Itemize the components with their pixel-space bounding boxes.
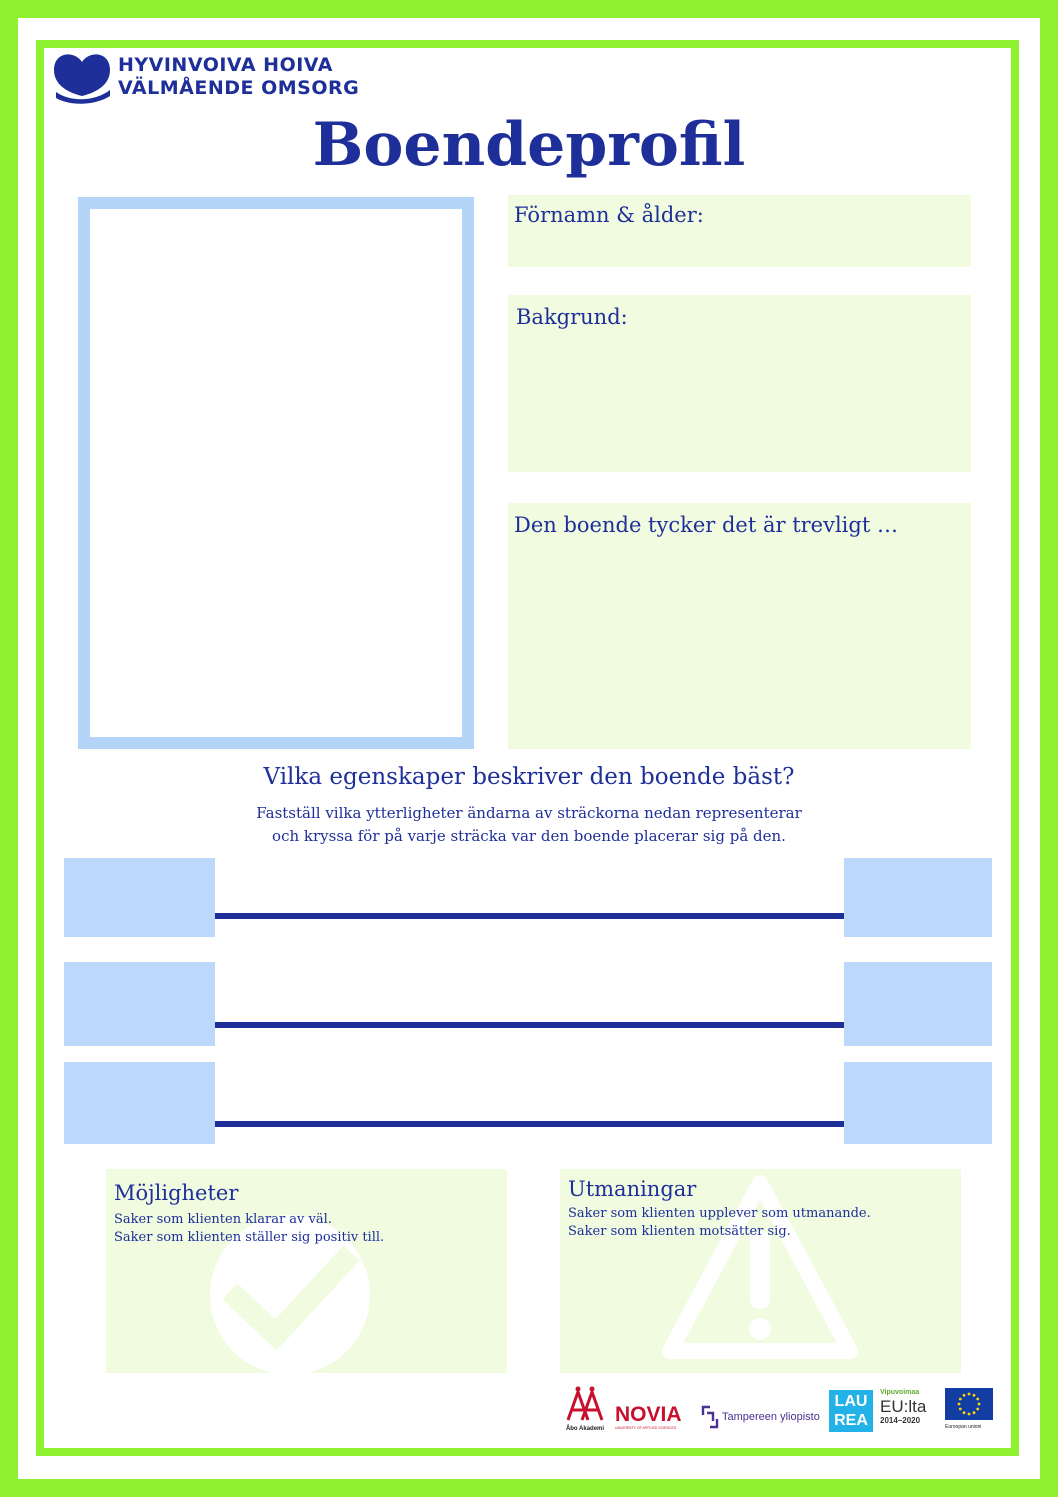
eu-logo: Euroopan unioni: [945, 1388, 993, 1434]
brand-line-1: HYVINVOIVA HOIVA: [118, 54, 333, 76]
traits-instructions: [0, 802, 1058, 848]
challenges-title: Utmaningar: [568, 1177, 697, 1201]
name-age-field[interactable]: [508, 195, 971, 267]
scale-3-line[interactable]: [215, 1121, 844, 1127]
instruction-line-2: och kryssa för på varje sträcka var den boende placerar sig på den.: [272, 827, 786, 845]
scale-2-right-end[interactable]: [844, 962, 992, 1046]
novia-logo: NOVIA UNIVERSITY OF APPLIED SCIENCES: [615, 1403, 682, 1430]
abo-akademi-logo: Åbo Akademi: [562, 1386, 608, 1434]
enjoys-field[interactable]: [508, 503, 971, 749]
opportunities-title: Möjligheter: [114, 1181, 239, 1205]
traits-question: Vilka egenskaper beskriver den boende bäst?: [263, 764, 795, 790]
brand-line-2: VÄLMÅENDE OMSORG: [118, 77, 360, 99]
scale-3-right-end[interactable]: [844, 1062, 992, 1144]
page-title: Boendeprofil: [312, 110, 746, 180]
enjoys-label: Den boende tycker det är trevligt …: [514, 513, 898, 537]
challenges-box[interactable]: [560, 1169, 961, 1373]
tampere-icon: [700, 1405, 720, 1429]
photo-placeholder[interactable]: [78, 197, 474, 749]
scale-1-left-end[interactable]: [64, 858, 215, 937]
scale-1-right-end[interactable]: [844, 858, 992, 937]
tampere-logo: Tampereen yliopisto: [700, 1405, 830, 1431]
opportunities-box[interactable]: [106, 1169, 507, 1373]
scale-1-line[interactable]: [215, 913, 844, 919]
scale-2-line[interactable]: [215, 1022, 844, 1028]
background-field[interactable]: [508, 295, 971, 472]
name-age-label: Förnamn & ålder:: [514, 203, 704, 227]
laurea-logo: LAU REA: [829, 1390, 873, 1432]
background-label: Bakgrund:: [516, 305, 628, 329]
scale-3-left-end[interactable]: [64, 1062, 215, 1144]
scale-2-left-end[interactable]: [64, 962, 215, 1046]
opportunities-line-1: Saker som klienten klarar av väl.: [114, 1212, 332, 1227]
challenges-line-1: Saker som klienten upplever som utmanande.: [568, 1206, 871, 1221]
brand-logo-icon: [52, 50, 112, 104]
vipuvoimaa-logo: Vipuvoimaa EU:lta 2014–2020: [880, 1389, 927, 1425]
abo-akademi-icon: [562, 1386, 608, 1422]
instruction-line-1: Fastställ vilka ytterligheter ändarna av sträckorna nedan representerar: [256, 804, 802, 822]
opportunities-line-2: Saker som klienten ställer sig positiv till.: [114, 1230, 385, 1245]
eu-flag-icon: [945, 1388, 993, 1420]
challenges-line-2: Saker som klienten motsätter sig.: [568, 1224, 791, 1239]
